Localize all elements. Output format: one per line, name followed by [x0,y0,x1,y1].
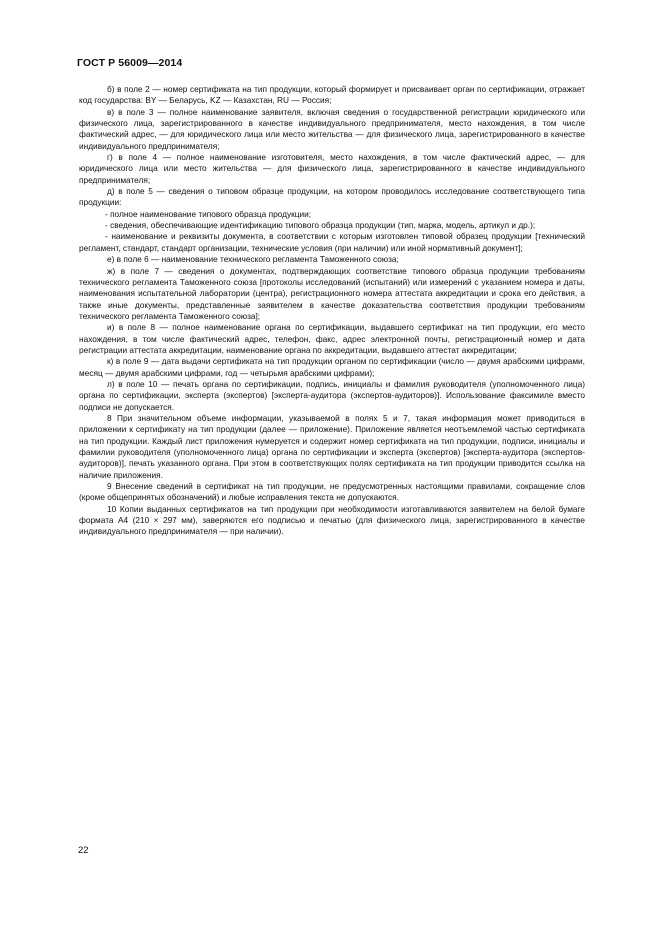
paragraph-i: и) в поле 8 — полное наименование органа по сертификации, выдавшего сертификат на тип продукции, его место нахождения, в том числе фактический адрес, телефон, факс, адрес электронной почты, регистрационный номер и дата регистрации аттестата аккредитации, наименование органа по аккредитации, выдавшего аттестат аккредитации; [79,322,585,355]
paragraph-g: г) в поле 4 — полное наименование изготовителя, место нахождения, в том числе фактический адрес, — для юридического лица или место жительства — для физического лица, зарегистрированного в качестве индивидуального предпринимателя; [79,152,585,185]
paragraph-k: к) в поле 9 — дата выдачи сертификата на тип продукции органом по сертификации (число — двумя арабскими цифрами, месяц — двумя арабскими цифрами, год — четырьмя арабскими цифрами); [79,356,585,378]
list-item: - полное наименование типового образца продукции; [105,208,312,219]
document-body [79,84,585,538]
list-item: - наименование и реквизиты документа, в соответствии с которым изготовлен типовой образец продукции [технический регламент, стандарт, стандарт организации, технические условия (при наличии) или иной нормативный документ]; [79,231,585,253]
paragraph-b: б) в поле 2 — номер сертификата на тип продукции, который формирует и присваивает орган по сертификации, отражает код государства: BY — Беларусь, KZ — Казахстан, RU — Россия; [79,84,585,106]
paragraph-v: в) в поле 3 — полное наименование заявителя, включая сведения о государственной регистрации юридического или физического лица, зарегистрированного в качестве индивидуального предпринимателя, место нахождения, в том числе фактический адрес, — для юридического лица или место жительства — для физического лица, зарегистрированного в качестве индивидуального предпринимателя; [79,106,585,151]
paragraph-l: л) в поле 10 — печать органа по сертификации, подпись, инициалы и фамилия руководителя (уполномоченного лица) органа по сертификации, эксперта (экспертов) [эксперта-аудитора (экспертов-аудиторов)]. Использование факсимиле вместо подписи не допускается. [79,378,585,412]
document-header: ГОСТ Р 56009—2014 [77,57,183,69]
clause-8: 8 При значительном объеме информации, указываемой в полях 5 и 7, такая информация может приводиться в приложении к сертификату на тип продукции (далее — приложение). Приложение является неотъемлемой частью сертификата на тип продукции. Каждый лист приложения нумеруется и содержит номер сертификата на тип продукции, подписи, инициалы и фамилии руководителя (уполномоченного лица) органа по сертификации и эксперта (экспертов) [эксперта-аудитора (экспертов-аудиторов)], печать указанного органа. При этом в соответствующих полях сертификата на тип продукции приводится ссылка на наличие приложения. [79,412,585,480]
paragraph-zh: ж) в поле 7 — сведения о документах, подтверждающих соответствие типового образца продукции требованиям технического регламента Таможенного союза [протоколы исследований (испытаний) или измерений с указанием номера и даты, наименования испытательной лаборатории (центра), регистрационного номера аттестата аккредитации и срока его действия, а также иные документы, представленные заявителем в качестве доказательства соответствия продукции требованиям технического регламента Таможенного союза]; [79,265,585,321]
page-number: 22 [78,845,89,856]
clause-10: 10 Копии выданных сертификатов на тип продукции при необходимости изготавливаются заявителем на белой бумаге формата А4 (210 × 297 мм), заверяются его подписью и печатью (для физического лица, зарегистрированного в качестве индивидуального предпринимателя — при наличии). [79,503,585,537]
list-item: - сведения, обеспечивающие идентификацию типового образца продукции (тип, марка, модель, артикул и др.); [105,220,536,231]
clause-9: 9 Внесение сведений в сертификат на тип продукции, не предусмотренных настоящими правилами, сокращение слов (кроме общепринятых обозначений) и любые исправления текста не допускаются. [79,481,585,503]
paragraph-d: д) в поле 5 — сведения о типовом образце продукции, на котором проводилось исследование соответствующего типа продукции: [79,186,585,208]
paragraph-e: е) в поле 6 — наименование технического регламента Таможенного союза; [107,254,399,265]
